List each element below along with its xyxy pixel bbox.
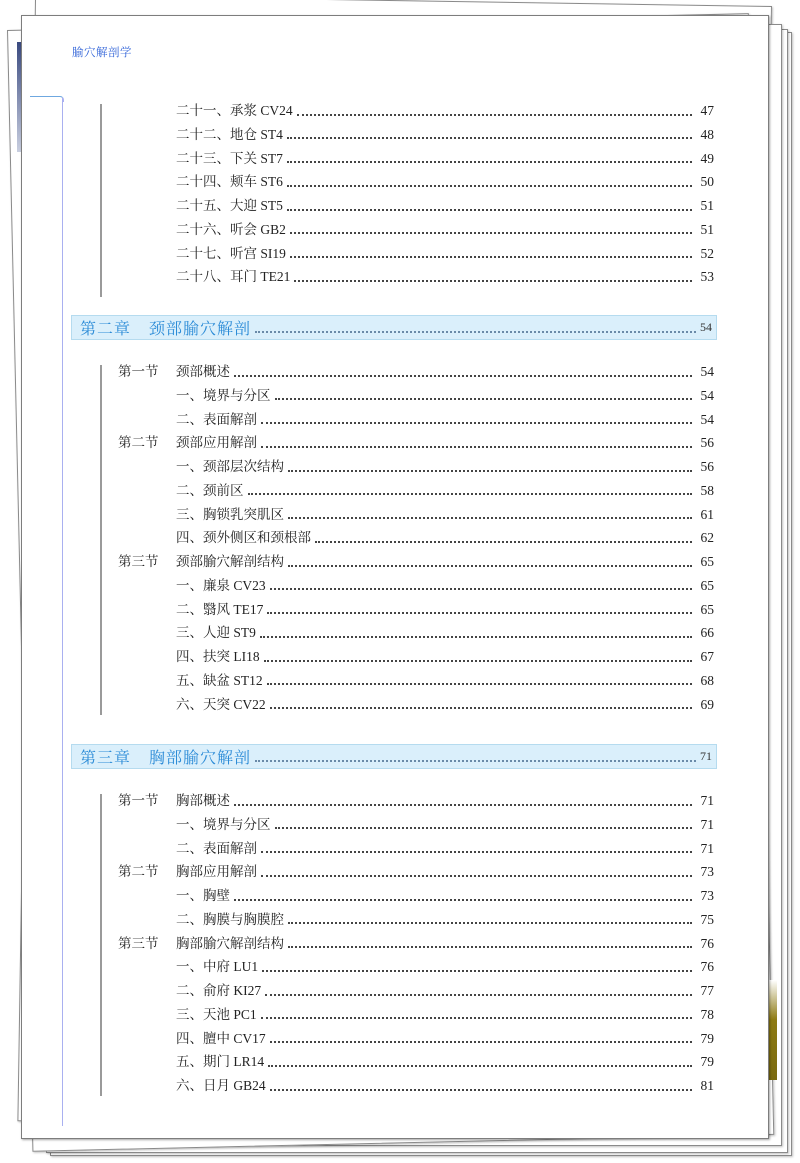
- page-number: 68: [700, 672, 714, 688]
- dot-leader: [270, 1040, 692, 1043]
- entry-title: 二、翳风 TE17: [176, 601, 264, 617]
- toc-page: [21, 15, 769, 1139]
- toc-entry[interactable]: [176, 980, 714, 1002]
- page-number: 73: [700, 888, 714, 903]
- entry-title: 一、颈部层次结构: [176, 459, 284, 474]
- dot-leader: [270, 706, 692, 709]
- page-number: 69: [700, 696, 714, 712]
- dot-leader: [287, 136, 692, 139]
- chapter-number: 第三章: [80, 748, 132, 767]
- entry-title: 三、天池 PC1: [176, 1006, 257, 1022]
- chapter-title: 胸部腧穴解剖: [149, 748, 252, 767]
- dot-leader: [268, 1064, 692, 1067]
- toc-entry[interactable]: [176, 956, 714, 978]
- toc-section-entry[interactable]: [118, 861, 714, 883]
- dot-leader: [234, 803, 692, 806]
- section-label: 第一节: [118, 793, 159, 808]
- entry-title: 三、人迎 ST9: [176, 625, 256, 641]
- entry-title: 二十四、颊车 ST6: [176, 174, 283, 190]
- page-number: 81: [700, 1078, 714, 1093]
- toc-entry[interactable]: [176, 504, 714, 526]
- chapter-number: 第二章: [80, 319, 132, 338]
- toc-entry[interactable]: [176, 243, 714, 265]
- page-number: 50: [700, 174, 714, 190]
- toc-section-entry[interactable]: [118, 551, 714, 573]
- page-number: 65: [700, 577, 714, 593]
- page-number: 75: [700, 911, 714, 927]
- page-number: 71: [700, 749, 712, 763]
- toc-entry[interactable]: [176, 885, 714, 907]
- toc-entry[interactable]: [176, 266, 714, 288]
- page-number: 62: [700, 530, 714, 546]
- page-number: 71: [700, 840, 714, 856]
- page-number: 61: [700, 506, 714, 522]
- entry-title: 二、胸膜与胸膜腔: [176, 911, 284, 927]
- toc-entry[interactable]: [176, 622, 714, 644]
- page-number: 76: [700, 959, 714, 975]
- entry-title: 四、颈外侧区和颈根部: [176, 530, 311, 546]
- page-number: 52: [700, 245, 714, 261]
- dot-leader: [288, 469, 692, 472]
- toc-entry[interactable]: [176, 909, 714, 931]
- page-number: 53: [700, 269, 714, 285]
- entry-title: 胸部腧穴解剖结构: [176, 935, 284, 951]
- margin-rule-corner: [58, 96, 64, 102]
- page-number: 54: [700, 364, 714, 379]
- dot-leader: [260, 635, 692, 638]
- toc-entry[interactable]: [176, 195, 714, 217]
- page-edge-color: [769, 980, 777, 1080]
- page-number: 58: [700, 482, 714, 498]
- dot-leader: [248, 492, 693, 495]
- dot-leader: [264, 659, 692, 662]
- chapter-title: 颈部腧穴解剖: [149, 319, 252, 338]
- page-number: 54: [700, 411, 714, 427]
- entry-title: 二、表面解剖: [176, 840, 257, 856]
- entry-title: 二十一、承浆 CV24: [176, 103, 293, 118]
- entry-title: 颈部概述: [176, 364, 230, 379]
- dot-leader: [290, 255, 692, 258]
- dot-leader: [275, 826, 693, 829]
- page-number: 71: [700, 793, 714, 808]
- entry-title: 一、中府 LU1: [176, 959, 259, 975]
- toc-entry[interactable]: [176, 646, 714, 668]
- section-label: 第三节: [118, 935, 159, 951]
- toc-section-entry[interactable]: [118, 933, 714, 955]
- entry-title: 二、表面解剖: [176, 411, 257, 427]
- dot-leader: [270, 587, 692, 590]
- page-number: 49: [700, 150, 714, 166]
- section-label: 第二节: [118, 435, 159, 451]
- margin-rule-top: [30, 96, 59, 97]
- dot-leader: [287, 184, 692, 187]
- page-number: 56: [700, 459, 714, 474]
- toc-entry[interactable]: [176, 171, 714, 193]
- toc-entry[interactable]: [176, 1075, 714, 1097]
- dot-leader: [290, 231, 692, 234]
- toc-entry[interactable]: [176, 694, 714, 716]
- dot-leader: [267, 611, 692, 614]
- entry-title: 六、日月 GB24: [176, 1078, 266, 1093]
- dot-leader: [265, 993, 692, 996]
- entry-title: 五、缺盆 ST12: [176, 672, 263, 688]
- entry-title: 一、廉泉 CV23: [176, 577, 266, 593]
- dot-leader: [287, 160, 692, 163]
- entry-title: 二十三、下关 ST7: [176, 150, 283, 166]
- toc-entry[interactable]: [176, 575, 714, 597]
- dot-leader: [261, 1016, 692, 1019]
- page-number: 76: [700, 935, 714, 951]
- page-number: 48: [700, 126, 714, 142]
- section-bar: [100, 104, 102, 297]
- page-number: 51: [700, 198, 714, 213]
- page-number: 79: [700, 1030, 714, 1046]
- page-number: 71: [700, 816, 714, 832]
- chapter-heading[interactable]: [71, 744, 717, 769]
- dot-leader: [288, 516, 692, 519]
- dot-leader: [294, 279, 692, 282]
- toc-section-entry[interactable]: [118, 790, 714, 812]
- toc-entry[interactable]: [176, 148, 714, 170]
- entry-title: 三、胸锁乳突肌区: [176, 506, 284, 522]
- entry-title: 胸部应用解剖: [176, 864, 257, 880]
- toc-section-entry[interactable]: [118, 432, 714, 454]
- toc-entry[interactable]: [176, 670, 714, 692]
- page-number: 54: [700, 320, 712, 334]
- page-number: 66: [700, 625, 714, 641]
- dot-leader: [267, 682, 692, 685]
- page-number: 67: [700, 649, 714, 664]
- section-label: 第三节: [118, 554, 159, 569]
- section-label: 第二节: [118, 864, 159, 880]
- entry-title: 一、胸壁: [176, 888, 230, 903]
- page-number: 56: [700, 435, 714, 451]
- toc-entry[interactable]: [176, 838, 714, 860]
- entry-title: 颈部应用解剖: [176, 435, 257, 451]
- dot-leader: [261, 445, 692, 448]
- chapter-heading[interactable]: [71, 315, 717, 340]
- toc-entry[interactable]: [176, 385, 714, 407]
- entry-title: 六、天突 CV22: [176, 696, 266, 712]
- page-number: 54: [700, 387, 714, 403]
- toc-entry[interactable]: [176, 124, 714, 146]
- page-number: 51: [700, 221, 714, 237]
- dot-leader: [288, 564, 692, 567]
- dot-leader: [234, 374, 692, 377]
- toc-entry[interactable]: [176, 480, 714, 502]
- margin-rule: [62, 98, 63, 1126]
- section-bar: [100, 365, 102, 715]
- page-number: 78: [700, 1006, 714, 1022]
- page-number: 65: [700, 601, 714, 617]
- dot-leader: [270, 1088, 692, 1091]
- toc-entry[interactable]: [176, 219, 714, 241]
- entry-title: 二、颈前区: [176, 482, 244, 498]
- entry-title: 一、境界与分区: [176, 816, 271, 832]
- page-number: 73: [700, 864, 714, 880]
- dot-leader: [234, 898, 692, 901]
- dot-leader: [255, 330, 696, 333]
- dot-leader: [288, 921, 692, 924]
- entry-title: 五、期门 LR14: [176, 1054, 265, 1070]
- dot-leader: [261, 850, 692, 853]
- toc-entry[interactable]: [176, 527, 714, 549]
- entry-title: 二十五、大迎 ST5: [176, 198, 283, 213]
- toc-section-entry[interactable]: [118, 361, 714, 383]
- dot-leader: [288, 945, 692, 948]
- entry-title: 二、俞府 KI27: [176, 983, 262, 998]
- page-number: 77: [700, 983, 714, 998]
- dot-leader: [255, 759, 696, 762]
- toc-entry[interactable]: [176, 814, 714, 836]
- toc-entry[interactable]: [176, 409, 714, 431]
- toc-entry[interactable]: [176, 100, 714, 122]
- toc-entry[interactable]: [176, 1004, 714, 1026]
- entry-title: 四、膻中 CV17: [176, 1030, 266, 1046]
- page-number: 47: [700, 103, 714, 118]
- entry-title: 二十八、耳门 TE21: [176, 269, 291, 285]
- dot-leader: [297, 113, 692, 116]
- dot-leader: [315, 540, 692, 543]
- entry-title: 二十六、听会 GB2: [176, 221, 286, 237]
- entry-title: 一、境界与分区: [176, 387, 271, 403]
- dot-leader: [261, 421, 692, 424]
- dot-leader: [275, 397, 693, 400]
- toc-entry[interactable]: [176, 456, 714, 478]
- entry-title: 四、扶突 LI18: [176, 649, 260, 664]
- toc-entry[interactable]: [176, 1051, 714, 1073]
- entry-title: 二十二、地仓 ST4: [176, 126, 283, 142]
- toc-entry[interactable]: [176, 599, 714, 621]
- dot-leader: [287, 208, 692, 211]
- dot-leader: [261, 874, 692, 877]
- entry-title: 二十七、听宫 SI19: [176, 245, 286, 261]
- entry-title: 胸部概述: [176, 793, 230, 808]
- entry-title: 颈部腧穴解剖结构: [176, 554, 284, 569]
- dot-leader: [262, 969, 692, 972]
- section-label: 第一节: [118, 364, 159, 379]
- page-number: 65: [700, 554, 714, 569]
- section-bar: [100, 794, 102, 1096]
- running-head-title: 腧穴解剖学: [72, 45, 132, 59]
- page-number: 79: [700, 1054, 714, 1070]
- toc-entry[interactable]: [176, 1028, 714, 1050]
